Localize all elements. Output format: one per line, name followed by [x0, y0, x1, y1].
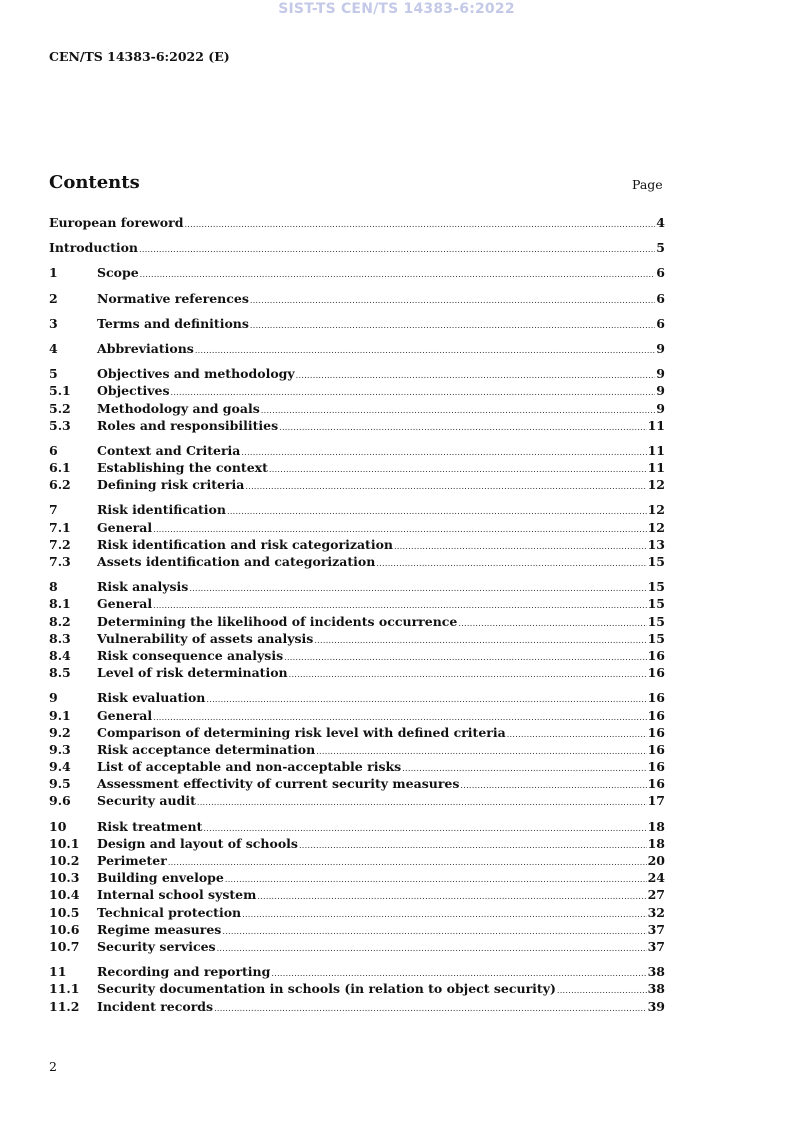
toc-entry-number: 9.1	[49, 707, 71, 723]
toc-dot-leader	[195, 346, 655, 355]
toc-entry-title: Risk identification and risk categorization	[97, 536, 393, 552]
toc-entry[interactable]	[49, 316, 665, 333]
toc-entry-page: 6	[656, 315, 665, 331]
toc-entry-page: 16	[647, 759, 665, 775]
toc-entry-page: 6	[656, 265, 665, 281]
toc-entry-title: Incident records	[97, 998, 214, 1014]
toc-dot-leader	[189, 584, 646, 593]
toc-entry-title: Assets identification and categorization	[97, 554, 376, 569]
toc-entry-title: Risk treatment	[97, 818, 203, 834]
toc-entry[interactable]	[49, 240, 665, 257]
toc-entry[interactable]	[49, 265, 665, 282]
toc-entry-number: 5.2	[49, 400, 71, 416]
toc-entry-number: 10.5	[49, 904, 80, 920]
toc-entry-title: Building envelope	[97, 870, 224, 886]
toc-entry-number: 8.5	[49, 665, 71, 681]
toc-entry-number: 9.4	[49, 759, 71, 775]
toc-entry-title: Risk evaluation	[97, 690, 206, 706]
toc-entry[interactable]	[49, 725, 665, 742]
toc-entry-number: 7	[49, 502, 58, 518]
toc-entry-title: Objectives and methodology	[97, 366, 295, 382]
toc-entry-title: Normative references	[97, 290, 249, 306]
toc-entry[interactable]	[49, 922, 665, 939]
toc-entry-title: Terms and definitions	[97, 315, 249, 331]
toc-entry[interactable]	[49, 537, 665, 554]
toc-dot-leader	[299, 841, 647, 850]
toc-entry-page: 15	[647, 613, 665, 629]
toc-entry-title: Establishing the context	[97, 460, 268, 476]
contents-heading: Contents	[49, 172, 140, 193]
toc-entry-number: 2	[49, 290, 58, 306]
toc-dot-leader	[314, 636, 646, 645]
toc-dot-leader	[225, 875, 647, 884]
watermark-text: SIST-TS CEN/TS 14383-6:2022	[278, 1, 515, 17]
toc-entry-number: 10.2	[49, 853, 80, 868]
toc-entry-page: 11	[647, 460, 665, 476]
toc-entry[interactable]	[49, 742, 665, 759]
toc-entry[interactable]	[49, 690, 665, 707]
toc-entry-title: Level of risk determination	[97, 665, 288, 681]
toc-entry-page: 12	[647, 477, 665, 493]
toc-dot-leader	[269, 465, 647, 474]
toc-entry-title: Design and layout of schools	[97, 835, 298, 851]
toc-entry-page: 15	[647, 596, 665, 612]
toc-entry-page: 15	[647, 630, 665, 646]
toc-entry-title: Recording and reporting	[97, 964, 271, 980]
toc-entry[interactable]	[49, 981, 665, 998]
toc-entry[interactable]	[49, 759, 665, 776]
toc-entry-number: 10.3	[49, 870, 80, 886]
toc-entry[interactable]	[49, 999, 665, 1016]
toc-entry-number: 6.2	[49, 477, 71, 493]
toc-entry[interactable]	[49, 401, 665, 418]
toc-entry-page: 4	[656, 215, 665, 230]
toc-entry-page: 16	[647, 776, 665, 792]
toc-entry-number: 9.2	[49, 724, 71, 740]
toc-entry-number: 3	[49, 315, 58, 331]
toc-dot-leader	[140, 270, 656, 279]
toc-entry-number: 4	[49, 340, 58, 356]
toc-entry-number: 1	[49, 265, 58, 281]
toc-entry-title: European foreword	[49, 215, 184, 230]
toc-entry-title: Risk analysis	[97, 579, 189, 595]
toc-entry[interactable]	[49, 964, 665, 981]
toc-entry[interactable]	[49, 853, 665, 870]
toc-entry-page: 13	[647, 536, 665, 552]
toc-entry-number: 6.1	[49, 460, 71, 476]
toc-entry[interactable]	[49, 819, 665, 836]
toc-entry-title: Risk consequence analysis	[97, 647, 284, 663]
toc-dot-leader	[217, 944, 647, 953]
toc-entry[interactable]	[49, 291, 665, 308]
toc-entry-number: 8.2	[49, 613, 71, 629]
toc-entry-title: General	[97, 519, 153, 535]
toc-entry[interactable]	[49, 520, 665, 537]
toc-entry[interactable]	[49, 836, 665, 853]
toc-entry-page: 32	[647, 904, 665, 920]
toc-entry-page: 15	[647, 554, 665, 569]
toc-dot-leader	[507, 730, 647, 739]
toc-entry-title: Context and Criteria	[97, 442, 241, 458]
toc-entry-number: 7.2	[49, 536, 71, 552]
toc-entry-title: Introduction	[49, 240, 139, 256]
toc-dot-leader	[458, 619, 646, 628]
toc-entry[interactable]	[49, 579, 665, 596]
toc-dot-leader	[279, 423, 646, 432]
document-id: CEN/TS 14383-6:2022 (E)	[49, 49, 230, 64]
toc-entry-page: 24	[647, 870, 665, 886]
toc-entry-number: 6	[49, 442, 58, 458]
toc-entry-page: 12	[647, 502, 665, 518]
toc-entry-page: 5	[656, 240, 665, 256]
toc-entry-title: Roles and responsibilities	[97, 417, 279, 433]
toc-entry-number: 5.1	[49, 383, 71, 399]
toc-entry[interactable]	[49, 708, 665, 725]
toc-entry-number: 8.1	[49, 596, 71, 612]
toc-dot-leader	[250, 321, 655, 330]
toc-entry-page: 9	[656, 383, 665, 399]
toc-entry-title: Defining risk criteria	[97, 477, 245, 493]
toc-entry-page: 37	[647, 938, 665, 954]
toc-entry-page: 9	[656, 400, 665, 416]
toc-entry-page: 11	[647, 417, 665, 433]
toc-dot-leader	[197, 798, 647, 807]
toc-entry-title: Internal school system	[97, 887, 257, 903]
toc-entry-page: 6	[656, 290, 665, 306]
toc-entry-title: Regime measures	[97, 921, 222, 937]
toc-dot-leader	[153, 525, 646, 534]
toc-dot-leader	[242, 910, 646, 919]
toc-entry-page: 16	[647, 724, 665, 740]
toc-entry-title: Objectives	[97, 383, 170, 399]
toc-entry-number: 8	[49, 579, 58, 595]
toc-dot-leader	[222, 927, 646, 936]
toc-entry-number: 9.5	[49, 776, 71, 792]
footer-page-number: 2	[49, 1059, 57, 1074]
toc-entry[interactable]	[49, 793, 665, 810]
toc-entry-page: 17	[647, 793, 665, 809]
toc-dot-leader	[227, 507, 647, 516]
toc-entry[interactable]	[49, 477, 665, 494]
toc-entry[interactable]	[49, 887, 665, 904]
toc-entry-page: 38	[647, 981, 665, 997]
toc-entry[interactable]	[49, 383, 665, 400]
toc-dot-leader	[289, 670, 647, 679]
toc-entry-number: 8.3	[49, 630, 71, 646]
toc-entry[interactable]	[49, 905, 665, 922]
toc-dot-leader	[206, 695, 646, 704]
toc-entry-title: List of acceptable and non-acceptable risks	[97, 759, 402, 775]
toc-entry[interactable]	[49, 366, 665, 383]
toc-dot-leader	[261, 406, 656, 415]
toc-dot-leader	[203, 824, 646, 833]
toc-entry[interactable]	[49, 614, 665, 631]
toc-dot-leader	[168, 858, 647, 867]
toc-entry-number: 7.1	[49, 519, 71, 535]
toc-entry-page: 15	[647, 579, 665, 595]
toc-entry-number: 9	[49, 690, 58, 706]
toc-dot-leader	[557, 986, 647, 995]
toc-entry-title: Security services	[97, 938, 216, 954]
toc-entry-number: 7.3	[49, 554, 71, 569]
toc-entry-number: 5.3	[49, 417, 71, 433]
toc-entry-page: 18	[647, 818, 665, 834]
toc-entry-title: Security audit	[97, 793, 196, 809]
page-column-label: Page	[632, 177, 663, 192]
toc-entry-title: Methodology and goals	[97, 400, 260, 416]
toc-entry-title: Technical protection	[97, 904, 242, 920]
toc-dot-leader	[284, 653, 646, 662]
toc-entry-number: 10	[49, 818, 67, 834]
toc-entry-number: 5	[49, 366, 58, 382]
toc-entry[interactable]	[49, 460, 665, 477]
toc-entry[interactable]	[49, 939, 665, 956]
toc-entry-title: Determining the likelihood of incidents occurrence	[97, 613, 458, 629]
toc-dot-leader	[271, 969, 646, 978]
toc-dot-leader	[460, 781, 646, 790]
toc-entry[interactable]	[49, 554, 665, 571]
toc-dot-leader	[171, 388, 656, 397]
toc-dot-leader	[394, 542, 647, 551]
toc-dot-leader	[316, 747, 646, 756]
toc-entry-title: Perimeter	[97, 853, 167, 868]
toc-dot-leader	[250, 296, 655, 305]
toc-dot-leader	[296, 371, 656, 380]
toc-entry-title: Vulnerability of assets analysis	[97, 630, 314, 646]
toc-dot-leader	[376, 559, 646, 568]
toc-entry-page: 11	[647, 442, 665, 458]
toc-entry-page: 9	[656, 366, 665, 382]
toc-entry[interactable]	[49, 502, 665, 519]
toc-dot-leader	[153, 601, 646, 610]
toc-entry[interactable]	[49, 215, 665, 232]
toc-entry-title: Security documentation in schools (in relation to object security)	[97, 981, 556, 997]
toc-entry-number: 10.6	[49, 921, 80, 937]
toc-dot-leader	[241, 448, 646, 457]
toc-entry-number: 10.1	[49, 835, 80, 851]
toc-entry-number: 11	[49, 964, 67, 980]
toc-entry-number: 9.3	[49, 741, 71, 757]
toc-dot-leader	[257, 892, 646, 901]
toc-dot-leader	[153, 713, 646, 722]
toc-entry[interactable]	[49, 418, 665, 435]
toc-entry-page: 16	[647, 665, 665, 681]
toc-entry-page: 16	[647, 741, 665, 757]
toc-entry-page: 16	[647, 647, 665, 663]
toc-entry-number: 10.7	[49, 938, 80, 954]
toc-entry[interactable]	[49, 596, 665, 613]
toc-entry-number: 11.2	[49, 998, 80, 1014]
toc-entry-title: General	[97, 596, 153, 612]
toc-dot-leader	[184, 220, 655, 229]
toc-entry-title: General	[97, 707, 153, 723]
toc-entry[interactable]	[49, 443, 665, 460]
toc-dot-leader	[402, 764, 646, 773]
toc-entry[interactable]	[49, 776, 665, 793]
toc-dot-leader	[214, 1004, 647, 1013]
toc-entry-page: 16	[647, 707, 665, 723]
toc-entry-number: 11.1	[49, 981, 80, 997]
toc-entry-number: 8.4	[49, 647, 71, 663]
toc-entry-title: Assessment effectivity of current security measures	[97, 776, 460, 792]
toc-entry[interactable]	[49, 631, 665, 648]
toc-entry-page: 20	[647, 853, 665, 868]
toc-entry[interactable]	[49, 341, 665, 358]
toc-entry-title: Abbreviations	[97, 340, 194, 356]
toc-entry-number: 9.6	[49, 793, 71, 809]
toc-entry-page: 18	[647, 835, 665, 851]
toc-entry[interactable]	[49, 665, 665, 682]
toc-entry-number: 10.4	[49, 887, 80, 903]
toc-entry-page: 39	[647, 998, 665, 1014]
toc-entry-title: Scope	[97, 265, 139, 281]
toc-entry[interactable]	[49, 870, 665, 887]
toc-entry-page: 16	[647, 690, 665, 706]
toc-entry-title: Risk identification	[97, 502, 226, 518]
toc-entry-page: 38	[647, 964, 665, 980]
toc-dot-leader	[139, 245, 655, 254]
toc-entry-title: Comparison of determining risk level with defined criteria	[97, 724, 506, 740]
toc-entry-page: 12	[647, 519, 665, 535]
toc-dot-leader	[245, 482, 646, 491]
toc-entry-title: Risk acceptance determination	[97, 741, 316, 757]
toc-entry-page: 27	[647, 887, 665, 903]
toc-entry[interactable]	[49, 648, 665, 665]
table-of-contents	[49, 215, 665, 1016]
toc-entry-page: 9	[656, 340, 665, 356]
toc-entry-page: 37	[647, 921, 665, 937]
